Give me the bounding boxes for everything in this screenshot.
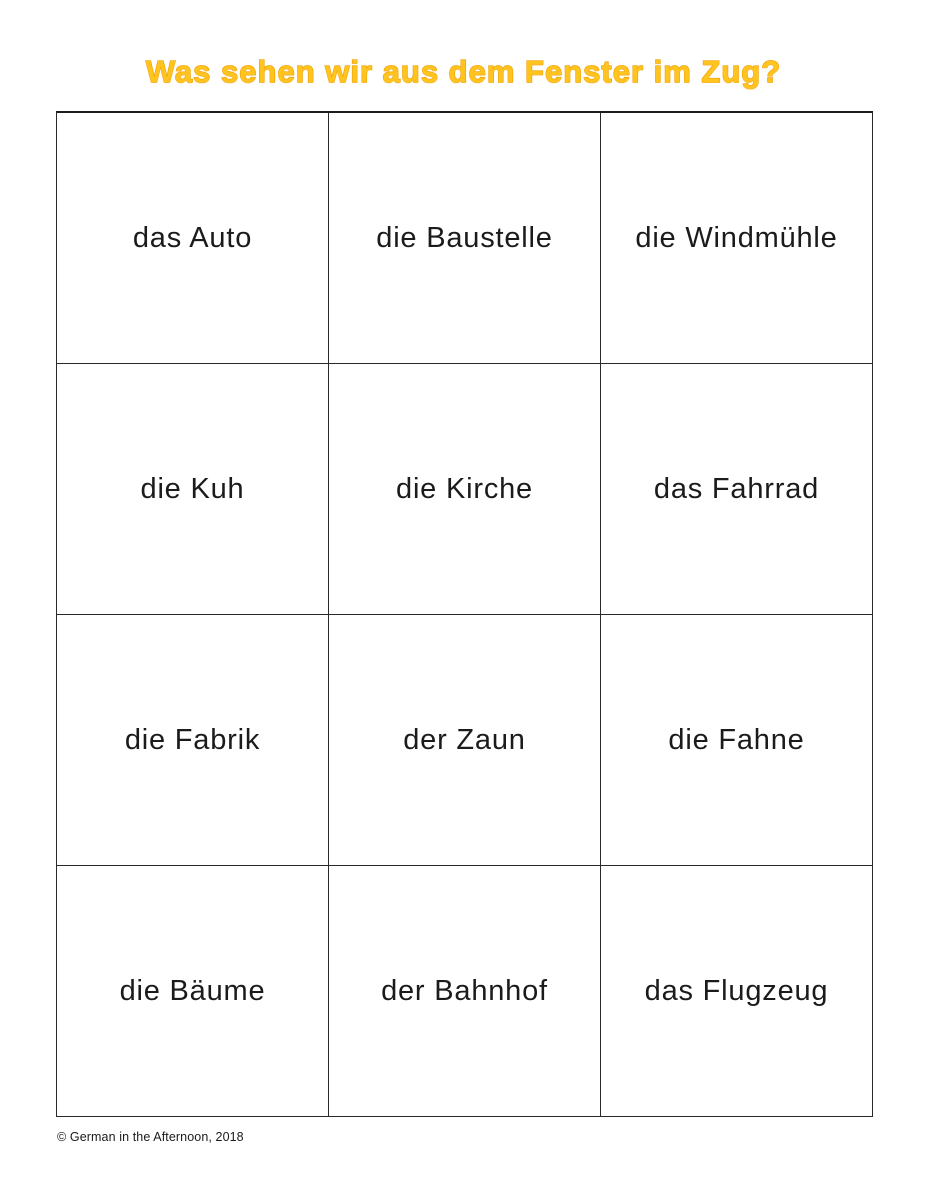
vocab-card: die Baustelle <box>329 113 601 364</box>
vocab-card: der Bahnhof <box>329 866 601 1117</box>
vocab-card: die Fabrik <box>57 615 329 866</box>
vocab-card: die Fahne <box>601 615 873 866</box>
vocab-card: die Kirche <box>329 364 601 615</box>
page-title: Was sehen wir aus dem Fenster im Zug? <box>145 54 782 89</box>
vocab-card: das Flugzeug <box>601 866 873 1117</box>
vocab-grid <box>56 111 873 1117</box>
vocab-card: die Bäume <box>57 866 329 1117</box>
copyright-footer: © German in the Afternoon, 2018 <box>57 1130 244 1144</box>
vocab-card: das Auto <box>57 113 329 364</box>
vocab-card: die Windmühle <box>601 113 873 364</box>
vocab-card: die Kuh <box>57 364 329 615</box>
vocab-card: das Fahrrad <box>601 364 873 615</box>
vocab-card: der Zaun <box>329 615 601 866</box>
